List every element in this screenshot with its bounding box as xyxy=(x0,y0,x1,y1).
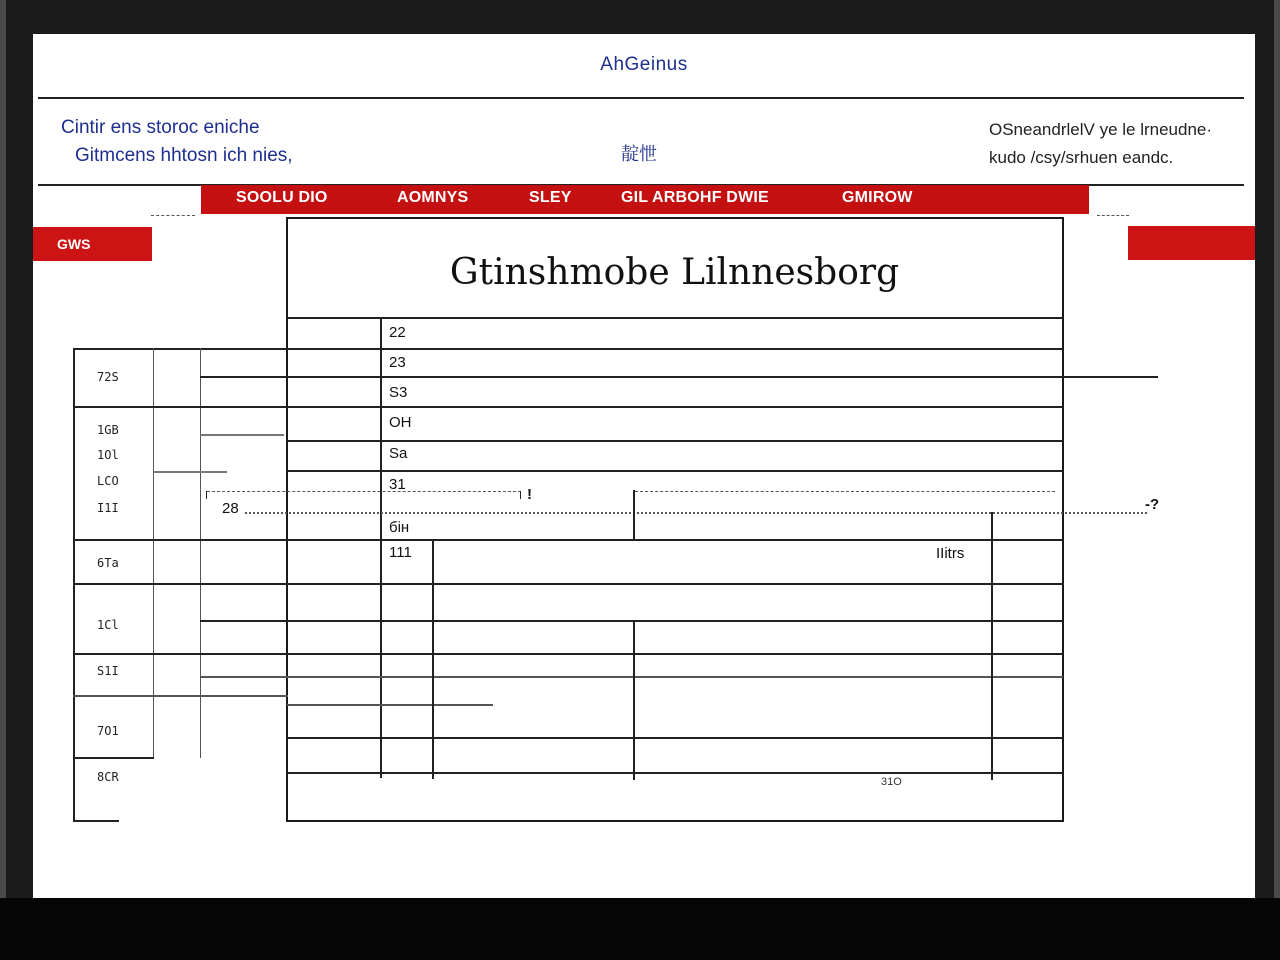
dashed-guide-2 xyxy=(635,491,1055,492)
dashed-tick-mid xyxy=(520,491,521,499)
index-value-1: 22 xyxy=(389,324,406,341)
index-value-3: S3 xyxy=(389,384,408,401)
index-value-4: ОН xyxy=(389,414,412,431)
dashed-guide-1 xyxy=(207,491,521,492)
dashed-tick-left xyxy=(206,491,207,499)
right-column-label: IIitrs xyxy=(936,545,965,562)
header-right-line-2: kudo /csy/srhuen eandc. xyxy=(989,148,1174,167)
left-tab[interactable]: GWS xyxy=(33,227,152,261)
screen-bezel-left xyxy=(0,0,6,960)
row-line-5 xyxy=(287,470,1063,472)
header-rule-top xyxy=(38,97,1244,99)
index-value-7: бін xyxy=(389,519,410,536)
inner-col-divider-2b xyxy=(633,620,635,780)
left-box-edge xyxy=(73,348,75,822)
row-line-12 xyxy=(287,772,1063,774)
left-short-line-1 xyxy=(200,434,284,436)
inner-col-divider-1 xyxy=(432,539,434,779)
index-value-2: 23 xyxy=(389,354,406,371)
row-line-11 xyxy=(287,737,1063,739)
inner-col-divider-2a xyxy=(633,490,635,540)
row-line-7 xyxy=(73,583,1063,585)
dashed-row-end-mark: -? xyxy=(1145,496,1160,513)
row-line-4 xyxy=(287,440,1063,442)
index-column-divider xyxy=(380,318,382,778)
row-line-3 xyxy=(73,406,1063,408)
footer-number: 31O xyxy=(881,776,902,788)
row-line-9 xyxy=(73,653,1063,655)
header-right-line-1: OSneandrlelV ye le lrneudne· xyxy=(989,120,1213,139)
document-title: Gtinshmobe Lilnnesborg xyxy=(449,252,900,293)
left-label-10: 8CR xyxy=(97,770,119,784)
left-label-6: 6Ta xyxy=(97,556,119,570)
header-left-line-1: Cintir ens storoc eniche xyxy=(61,117,260,138)
nav-item-5[interactable]: GMIROW xyxy=(842,189,913,206)
row-line-2 xyxy=(200,376,1158,378)
nav-item-3[interactable]: SLEY xyxy=(529,189,572,206)
nav-item-1[interactable]: SOOLU DIO xyxy=(236,189,328,206)
left-box-bottom xyxy=(73,820,119,822)
left-label-8: S1I xyxy=(97,664,119,678)
left-label-2: 1GB xyxy=(97,423,119,437)
row-line-10 xyxy=(200,676,1063,678)
index-value-5: Sa xyxy=(389,445,408,462)
index-value-6: 31 xyxy=(389,476,406,493)
tab-right-connector xyxy=(1097,215,1129,216)
nav-item-2[interactable]: AOMNYS xyxy=(397,189,469,206)
header-left-block xyxy=(61,114,293,170)
left-short-line-5 xyxy=(73,757,154,759)
row-line-8 xyxy=(200,620,1063,622)
left-label-4: LCO xyxy=(97,474,119,488)
left-short-line-2 xyxy=(153,471,227,473)
left-label-9: 7O1 xyxy=(97,724,119,738)
dashed-row-marker: ! xyxy=(527,486,532,503)
left-label-3: 1Ol xyxy=(97,448,119,462)
left-label-7: 1Cl xyxy=(97,618,119,632)
inner-col-divider-3 xyxy=(991,512,993,780)
document-page xyxy=(33,34,1255,898)
left-short-line-4 xyxy=(287,704,493,706)
left-short-line-3 xyxy=(73,695,288,697)
header-center-mark: 靛怈 xyxy=(621,144,657,164)
header-left-line-2: Gitmcens hhtosn ich nies, xyxy=(75,145,293,166)
dashed-row-label: 28 xyxy=(222,500,239,517)
row-line-6 xyxy=(73,539,1063,541)
row-line-1 xyxy=(287,348,1063,350)
left-label-1: 72S xyxy=(97,370,119,384)
nav-bar xyxy=(201,185,1089,214)
screen-bezel-right xyxy=(1274,0,1280,960)
index-value-8: 111 xyxy=(389,544,412,561)
left-box-top xyxy=(73,348,288,350)
header-right-block xyxy=(989,116,1212,172)
left-label-5: I1I xyxy=(97,501,119,515)
right-tab[interactable] xyxy=(1128,226,1255,260)
nav-item-4[interactable]: GIL ARBOHF DWIE xyxy=(621,189,769,206)
document-top-title: AhGeinus xyxy=(600,54,688,75)
dashed-main-row xyxy=(245,512,1147,514)
screen-bezel-bottom xyxy=(0,898,1280,960)
title-divider xyxy=(287,317,1063,319)
tab-left-connector xyxy=(151,215,195,216)
